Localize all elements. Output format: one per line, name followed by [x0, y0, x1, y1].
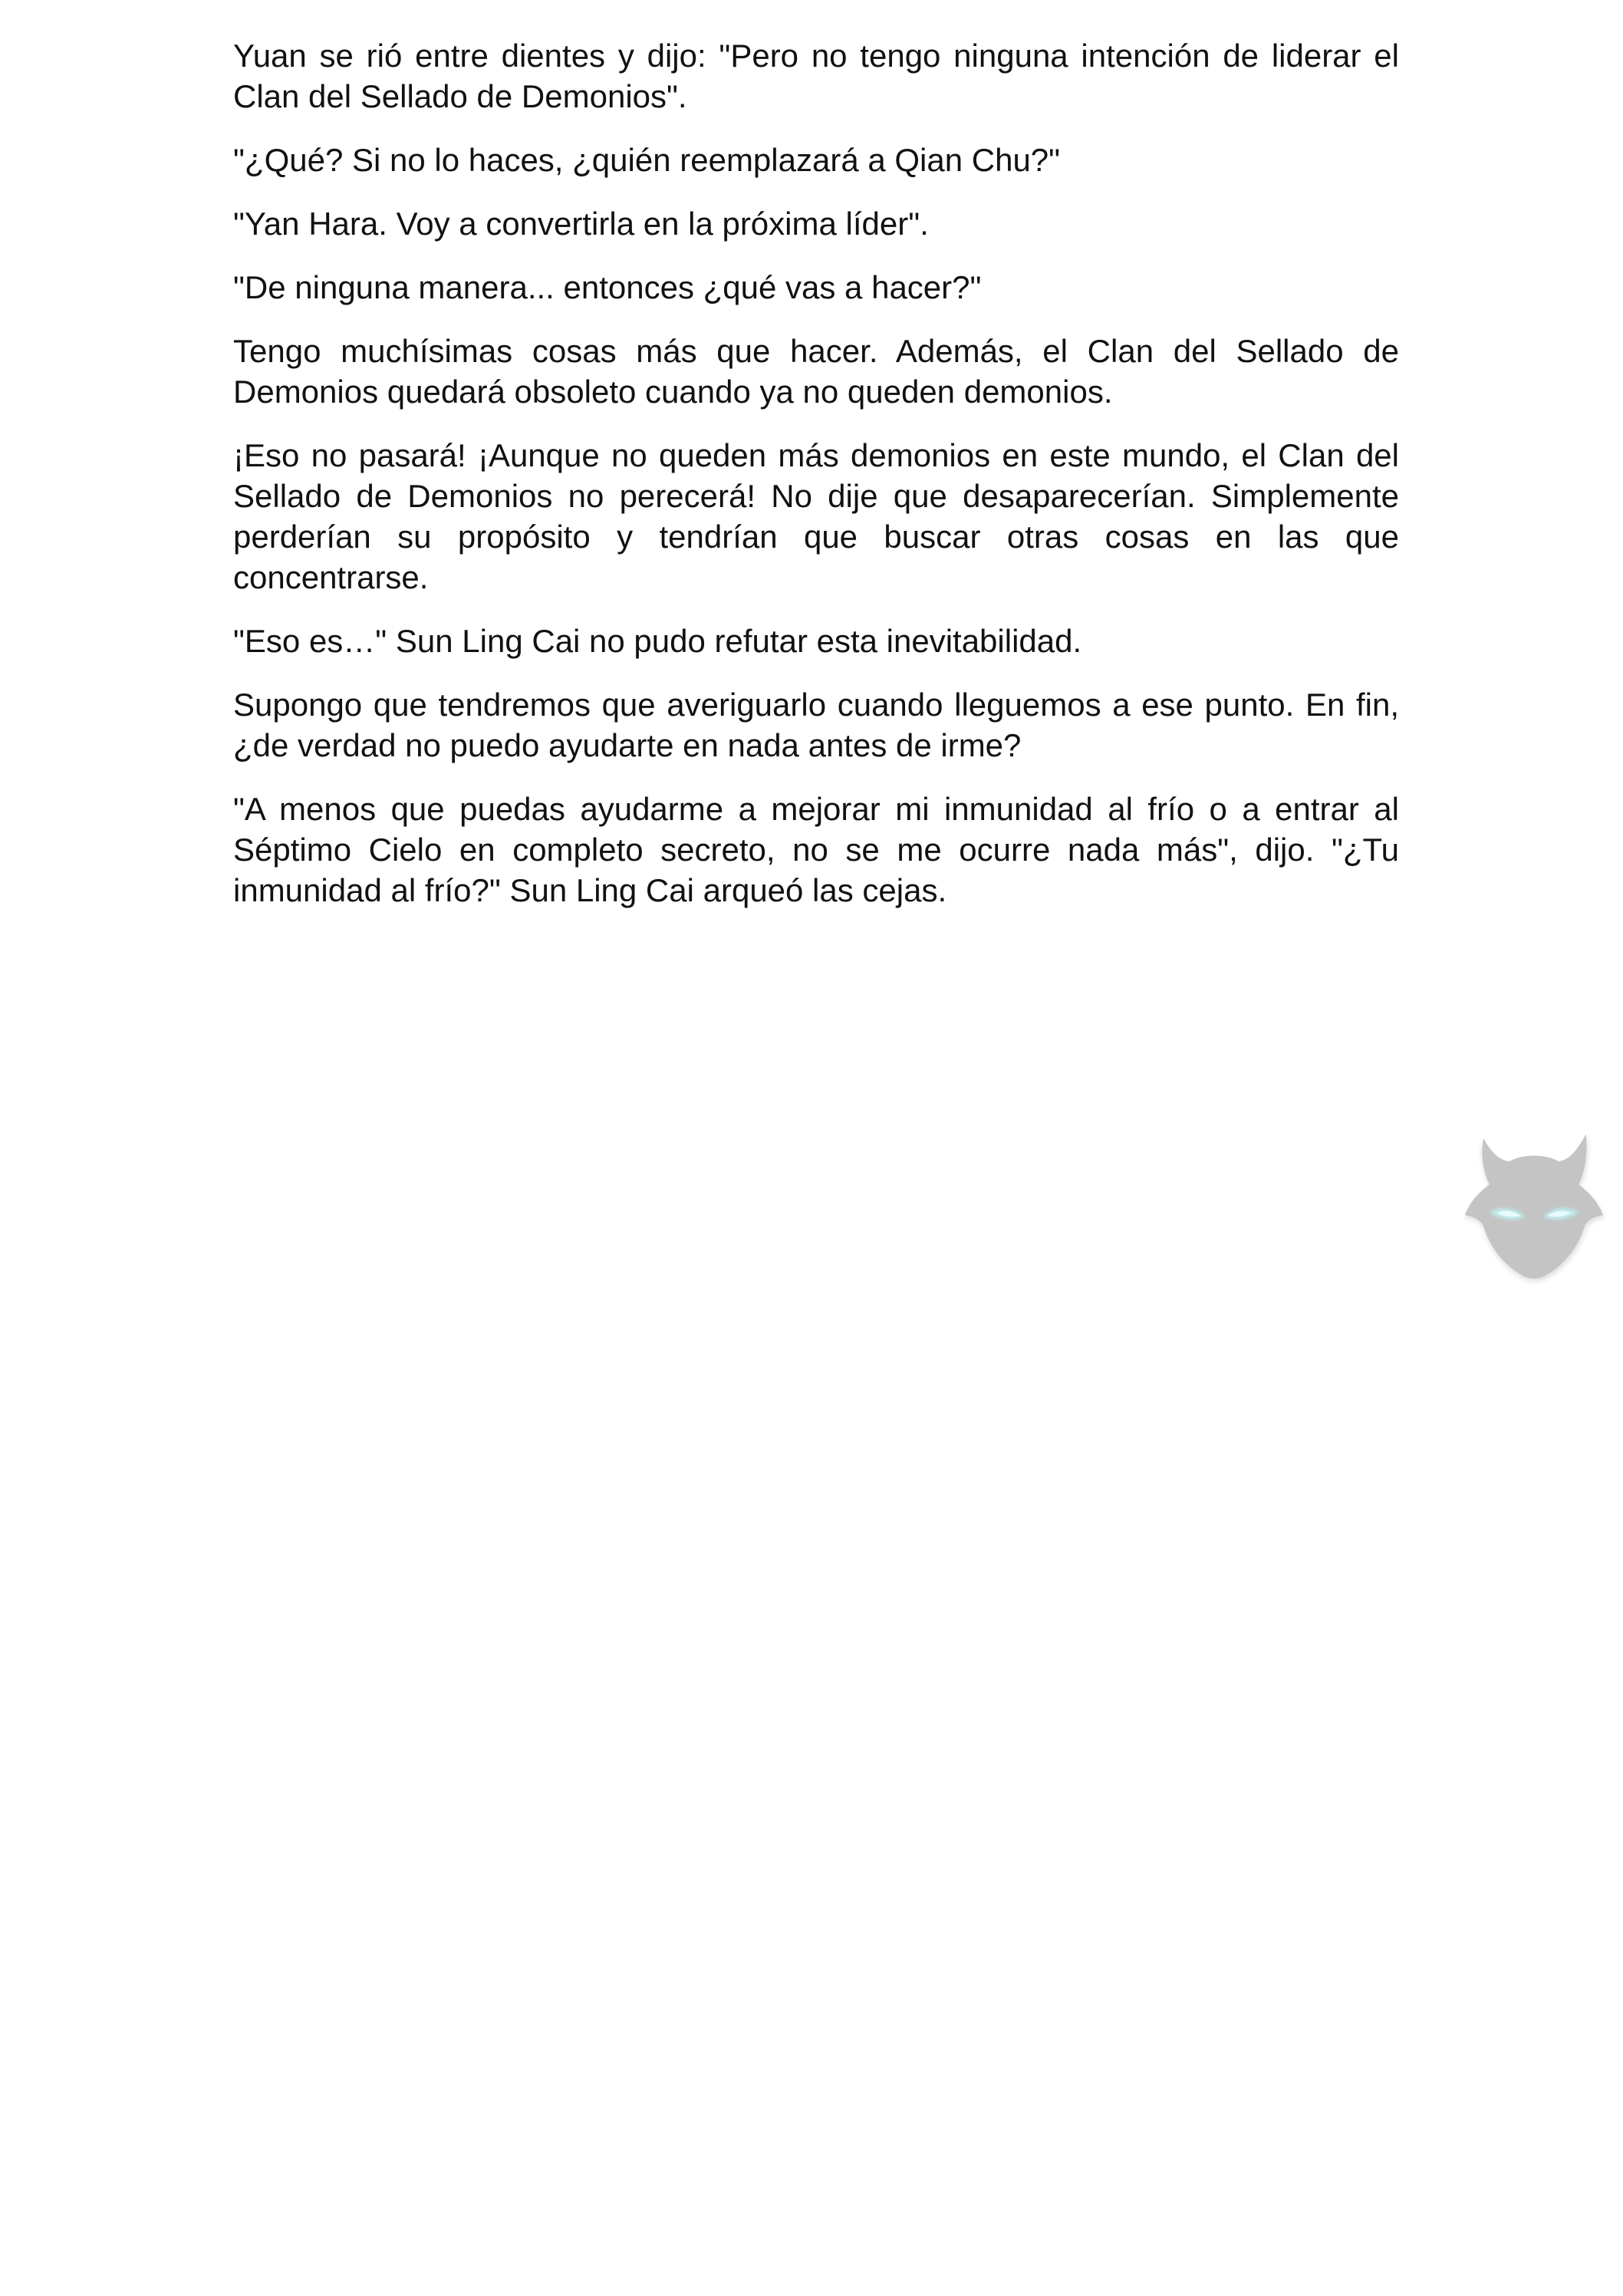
- paragraph-4: "De ninguna manera... entonces ¿qué vas a hacer?": [233, 269, 982, 305]
- paragraph-9: "A menos que puedas ayudarme a mejorar mi inmunidad al frío o a entrar al Séptimo Cielo en completo secreto, no se me ocurre nada más", dijo. "¿Tu inmunidad al frío?" Sun Ling Cai arqueó las cejas.: [233, 791, 1399, 908]
- paragraph-1: Yuan se rió entre dientes y dijo: "Pero no tengo ninguna intención de liderar el Clan del Sellado de Demonios".: [233, 38, 1399, 114]
- paragraph-2: "¿Qué? Si no lo haces, ¿quién reemplazará a Qian Chu?": [233, 142, 1061, 178]
- paragraph-5: Tengo muchísimas cosas más que hacer. Además, el Clan del Sellado de Demonios quedará obsoleto cuando ya no queden demonios.: [233, 333, 1399, 410]
- paragraph-3: "Yan Hara. Voy a convertirla en la próxima líder".: [233, 206, 929, 242]
- paragraph-6: ¡Eso no pasará! ¡Aunque no queden más demonios en este mundo, el Clan del Sellado de Demonios no perecerá! No dije que desaparecerían. Simplemente perderían su propósito y tendrían que buscar otras cosas en las que concentrarse.: [233, 437, 1399, 595]
- body-text: [233, 35, 1399, 934]
- demon-head-icon: [1457, 1120, 1611, 1296]
- paragraph-7: "Eso es…" Sun Ling Cai no pudo refutar esta inevitabilidad.: [233, 623, 1082, 659]
- paragraph-8: Supongo que tendremos que averiguarlo cuando lleguemos a ese punto. En fin, ¿de verdad no puedo ayudarte en nada antes de irme?: [233, 687, 1399, 763]
